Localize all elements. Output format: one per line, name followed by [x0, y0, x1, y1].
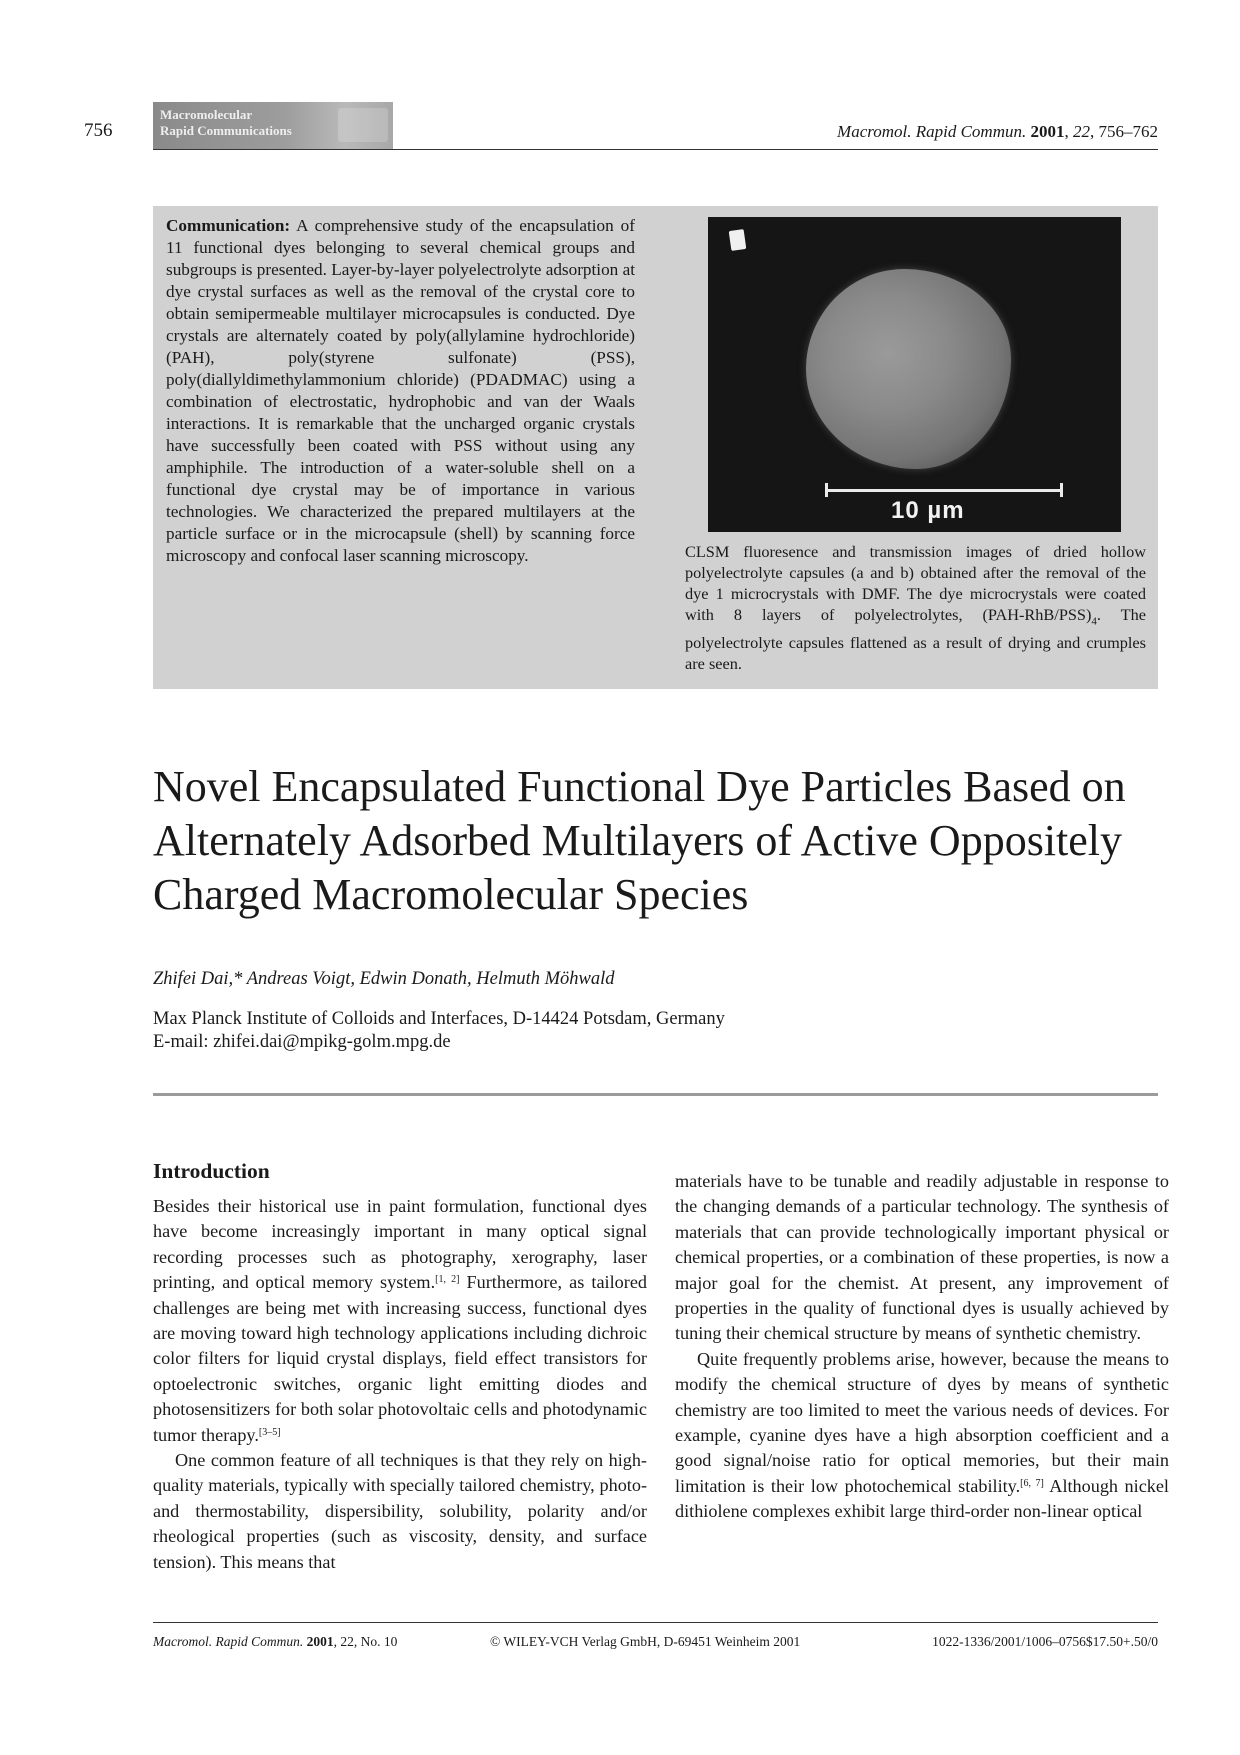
footer-journal: Macromol. Rapid Commun.: [153, 1634, 304, 1649]
article-title: Novel Encapsulated Functional Dye Particles Based on Alternately Adsorbed Multilayers of Active Oppositely Charged Macromolecular Species: [153, 762, 1126, 919]
body-column-right: [675, 1169, 1169, 1525]
paragraph: materials have to be tunable and readily adjustable in response to the changing demands of a particular technology. The synthesis of materials that can provide technologically important physical or chemical properties, or a combination of these properties, is now a major goal for the chemist. At present, any improvement of properties in the quality of functional dyes is usually achieved by tuning their chemical structure by means of synthetic chemistry.: [675, 1171, 1169, 1344]
affiliation-block: [153, 1008, 725, 1054]
graphical-abstract-box: [153, 206, 1158, 689]
paragraph-text: Furthermore, as tailored challenges are being met with increasing success, functional dyes are moving toward high technology applications including dichroic color filters for liquid crystal displays, field effect transistors for optoelectronic switches, organic light emitting diodes and photosensitizers for both solar photovoltaic cells and photodynamic tumor therapy.: [153, 1272, 647, 1445]
footer-year: 2001: [306, 1634, 334, 1649]
email: E-mail: zhifei.dai@mpikg-golm.mpg.de: [153, 1032, 451, 1052]
capsule-micrograph: [708, 217, 1121, 532]
caption-text-2: . The polyelectrolyte capsules flattened as a result of drying and crumples are seen.: [685, 605, 1146, 674]
logo-line-1: Macromolecular: [160, 107, 253, 122]
scalebar: [826, 489, 1062, 492]
header-rule: [153, 149, 1158, 150]
footer-code: 1022-1336/2001/1006–0756$17.50+.50/0: [932, 1634, 1158, 1649]
caption-subscript: 4: [1091, 615, 1097, 628]
caption-text-1: CLSM fluoresence and transmission images of dried hollow polyelectrolyte capsules (a and b) obtained after the removal of the dye 1 microcrystals with DMF. The dye microcrystals were coated with 8 layers of polyelectrolytes, (PAH-RhB/PSS): [685, 542, 1146, 624]
running-head-year: 2001: [1030, 122, 1065, 141]
paragraph: [675, 1347, 1169, 1525]
footer-issue: , 22, No. 10: [333, 1634, 398, 1649]
running-head-journal: Macromol. Rapid Commun.: [837, 122, 1027, 141]
section-heading: Introduction: [153, 1159, 270, 1183]
citation: [6, 7]: [1020, 1477, 1044, 1489]
figure-caption: [685, 541, 1146, 674]
scalebar-label: 10 µm: [891, 497, 965, 524]
paragraph: One common feature of all techniques is that they rely on high-quality materials, typically with specially tailored chemistry, photo- and thermostability, dispersibility, solubility, polarity and/or rheological properties (such as viscosity, density, and surface tension). This means that: [153, 1450, 647, 1572]
paragraph-text: Although nickel dithiolene complexes exhibit large third-order non-linear optical: [675, 1475, 1169, 1522]
page-number: 756: [84, 120, 113, 141]
scalebar-tick-right: [1060, 483, 1063, 497]
capsule-image: [806, 269, 1011, 469]
abstract-body: A comprehensive study of the encapsulation of 11 functional dyes belonging to several chemical groups and subgroups is presented. Layer-by-layer polyelectrolyte adsorption at dye crystal surfaces as well as the removal of the crystal core to obtain semipermeable multilayer microcapsules is conducted. Dye crystals are alternately coated by poly(allylamine hydrochloride) (PAH), poly(styrene sulfonate) (PSS), poly(diallyldimethylammonium chloride) (PDADMAC) using a combination of electrostatic, hydrophobic and van der Waals interactions. It is remarkable that the uncharged organic crystals have successfully been coated with PSS without using any amphiphile. The introduction of a water-soluble shell on a functional dye crystal may be of importance in various technologies. We characterized the prepared multilayers at the particle surface or in the microcapsule (shell) by scanning force microscopy and confocal laser scanning microscopy.: [166, 216, 635, 565]
author-list: Zhifei Dai,* Andreas Voigt, Edwin Donath, Helmuth Möhwald: [153, 969, 615, 989]
body-column-left: [153, 1158, 647, 1575]
running-head: Macromol. Rapid Commun. 2001, 22, 756–762: [837, 122, 1158, 141]
affiliation: Max Planck Institute of Colloids and Interfaces, D-14424 Potsdam, Germany: [153, 1009, 725, 1029]
footer-publisher: © WILEY-VCH Verlag GmbH, D-69451 Weinheim 2001: [490, 1634, 801, 1649]
abstract-label: Communication:: [166, 216, 291, 235]
paragraph: [153, 1194, 647, 1448]
journal-logo: [153, 102, 393, 149]
footer-citation: [153, 1634, 397, 1650]
section-rule: [153, 1093, 1158, 1096]
logo-line-2: Rapid Communications: [160, 123, 292, 138]
citation: [1, 2]: [435, 1274, 460, 1286]
logo-ghost-mark: [338, 108, 388, 142]
running-head-volume: 22: [1073, 122, 1090, 141]
running-head-pages: , 756–762: [1090, 122, 1158, 141]
paragraph-text: Besides their historical use in paint formulation, functional dyes have become increasingly important in many optical signal recording processes such as photography, xerography, laser printing, and optical memory system.: [153, 1196, 647, 1293]
citation: [3–5]: [258, 1426, 281, 1438]
micrograph-corner-mark: [729, 229, 747, 251]
abstract-text: [166, 215, 635, 567]
footer-rule: [153, 1622, 1158, 1623]
paragraph-text: Quite frequently problems arise, however, because the means to modify the chemical structure of dyes by means of synthetic chemistry are too limited to meet the various needs of devices. For example, cyanine dyes have a high absorption coefficient and a good signal/noise ratio for optical memories, but their main limitation is their low photochemical stability.: [675, 1348, 1169, 1496]
